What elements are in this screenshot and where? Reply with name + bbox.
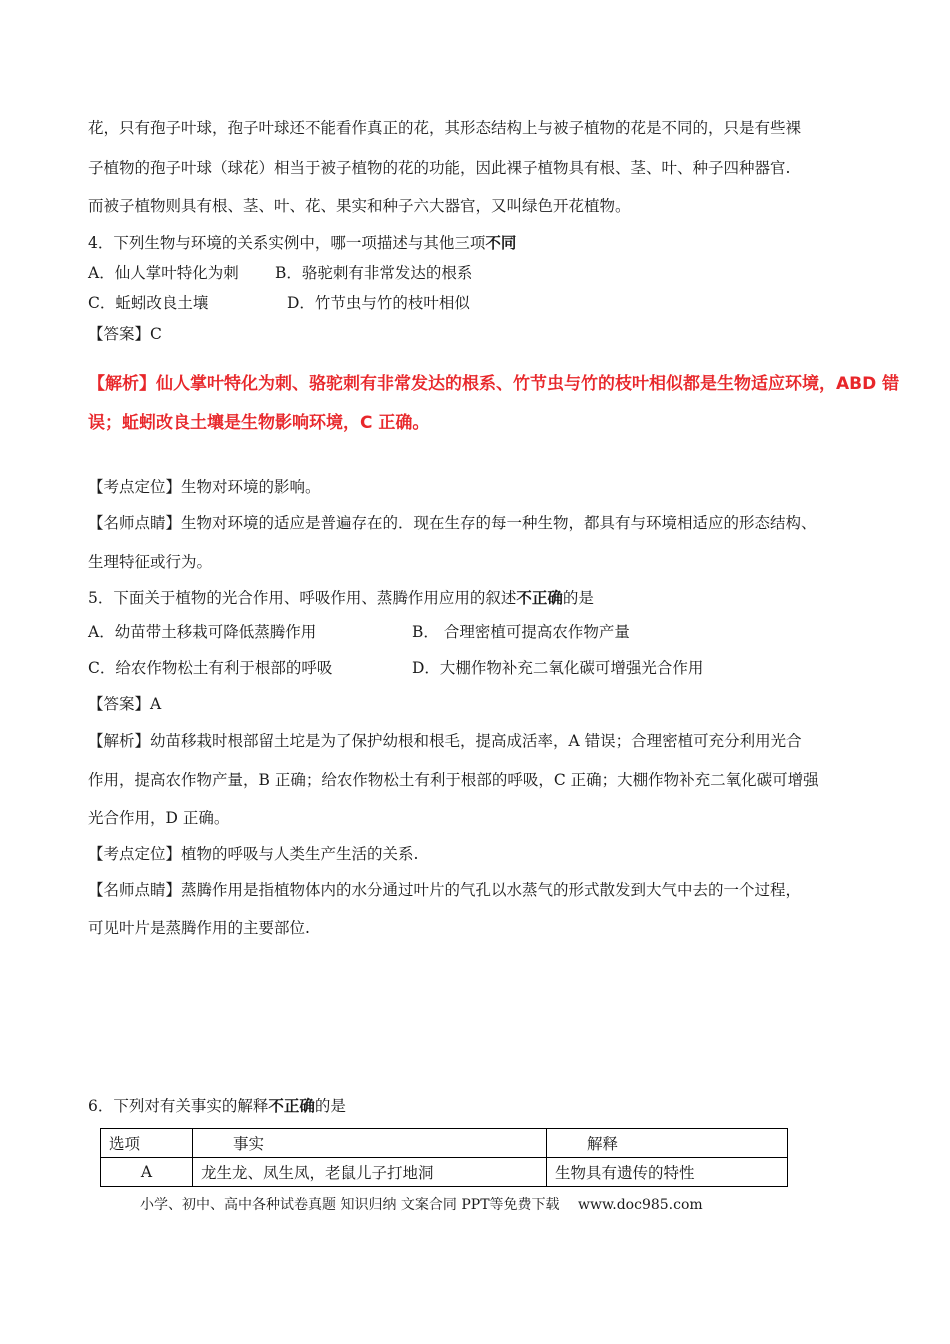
q4-option-d: D．竹节虫与竹的枝叶相似: [287, 294, 470, 312]
q4-answer: 【答案】C: [88, 325, 162, 343]
header-fact: 事实: [193, 1129, 547, 1158]
q5-option-c: C．给农作物松土有利于根部的呼吸: [88, 659, 333, 677]
row-a-explanation: 生物具有遗传的特性: [547, 1158, 788, 1187]
q5-analysis-line-2: 作用，提高农作物产量，B 正确；给农作物松土有利于根部的呼吸，C 正确；大棚作物补充二氧化碳可增强: [88, 771, 819, 789]
q4-teacher-tip-line-2: 生理特征或行为。: [88, 553, 213, 571]
q5-teacher-tip-line-1: 【名师点睛】蒸腾作用是指植物体内的水分通过叶片的气孔以水蒸气的形式散发到大气中去的一个过程，: [88, 881, 802, 899]
q5-analysis-line-3: 光合作用，D 正确。: [88, 809, 230, 827]
q5-option-b: B． 合理密植可提高农作物产量: [412, 623, 630, 641]
q4-stem-emphasis: 不同: [485, 233, 517, 252]
q3-text-line-1: 花，只有孢子叶球，孢子叶球还不能看作真正的花，其形态结构上与被子植物的花是不同的，只是有些裸: [88, 119, 802, 137]
q4-stem-text: 4．下列生物与环境的关系实例中，哪一项描述与其他三项: [88, 234, 486, 252]
q4-stem: [88, 233, 516, 253]
q4-teacher-tip-line-1: 【名师点睛】生物对环境的适应是普遍存在的．现在生存的每一种生物，都具有与环境相适应的形态结构、: [88, 514, 817, 532]
q4-analysis-line-2: 误；蚯蚓改良土壤是生物影响环境，C 正确。: [88, 413, 430, 433]
q6-table: [100, 1128, 788, 1187]
q5-option-d: D．大棚作物补充二氧化碳可增强光合作用: [412, 659, 704, 677]
q6-stem: [88, 1096, 346, 1116]
q4-option-b: B．骆驼刺有非常发达的根系: [275, 264, 473, 282]
q6-stem-end: 的是: [314, 1097, 346, 1115]
q5-option-a: A．幼苗带土移栽可降低蒸腾作用: [88, 623, 317, 641]
q6-stem-text: 6．下列对有关事实的解释: [88, 1097, 269, 1115]
row-a-option: A: [101, 1158, 193, 1187]
q3-text-line-3: 而被子植物则具有根、茎、叶、花、果实和种子六大器官，又叫绿色开花植物。: [88, 197, 631, 215]
q4-analysis-line-1: 【解析】仙人掌叶特化为刺、骆驼刺有非常发达的根系、竹节虫与竹的枝叶相似都是生物适应环境，ABD 错: [88, 374, 900, 394]
q5-stem: [88, 588, 594, 608]
table-header-row: [101, 1129, 788, 1158]
q6-stem-emphasis: 不正确: [268, 1096, 315, 1115]
q5-stem-end: 的是: [562, 589, 594, 607]
q3-text-line-2: 子植物的孢子叶球（球花）相当于被子植物的花的功能，因此裸子植物具有根、茎、叶、种子四种器官.: [88, 159, 791, 177]
q5-exam-point: 【考点定位】植物的呼吸与人类生产生活的关系.: [88, 845, 419, 863]
q4-exam-point: 【考点定位】生物对环境的影响。: [88, 478, 321, 496]
header-explanation: 解释: [547, 1129, 788, 1158]
header-option: 选项: [101, 1129, 193, 1158]
q4-option-c: C．蚯蚓改良土壤: [88, 294, 209, 312]
q5-answer: 【答案】A: [88, 695, 162, 713]
q4-option-a: A．仙人掌叶特化为刺: [88, 264, 239, 282]
q5-stem-text: 5．下面关于植物的光合作用、呼吸作用、蒸腾作用应用的叙述: [88, 589, 517, 607]
q5-analysis-line-1: 【解析】幼苗移栽时根部留土坨是为了保护幼根和根毛，提高成活率，A 错误；合理密植可充分利用光合: [88, 732, 802, 750]
q5-stem-emphasis: 不正确: [516, 588, 563, 607]
table-row: [101, 1158, 788, 1187]
q5-teacher-tip-line-2: 可见叶片是蒸腾作用的主要部位.: [88, 919, 310, 937]
page-footer: 小学、初中、高中各种试卷真题 知识归纳 文案合同 PPT等免费下载 www.doc985.com: [140, 1197, 703, 1213]
row-a-fact: 龙生龙、凤生凤，老鼠儿子打地洞: [193, 1158, 547, 1187]
